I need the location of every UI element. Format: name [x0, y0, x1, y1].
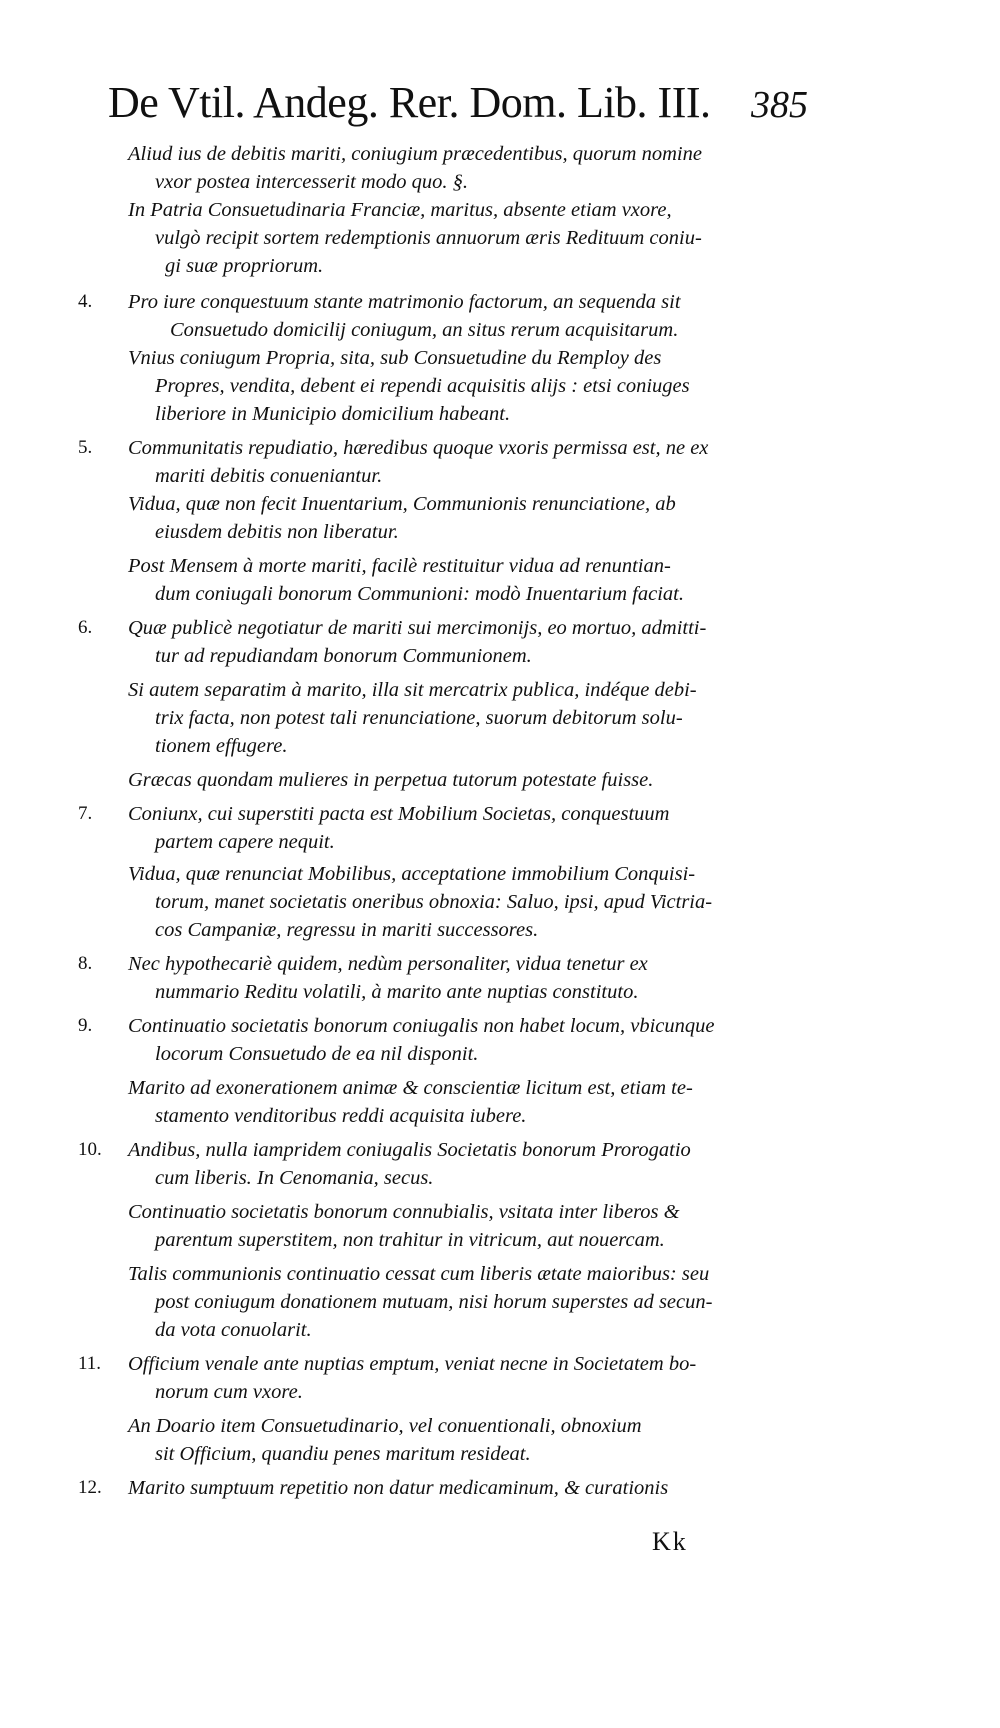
text-line: eiusdem debitis non liberatur. — [155, 521, 399, 543]
text-line: Vnius coniugum Propria, sita, sub Consuetudine du Remploy des — [128, 347, 662, 369]
text-line: trix facta, non potest tali renunciatione, suorum debitorum solu- — [155, 707, 683, 729]
text-line: parentum superstitem, non trahitur in vitricum, aut nouercam. — [155, 1229, 665, 1251]
text-line: mariti debitis conueniantur. — [155, 465, 383, 487]
page-number: 385 — [751, 84, 808, 126]
text-line: Consuetudo domicilij coniugum, an situs rerum acquisitarum. — [170, 319, 679, 341]
entry-number: 7. — [78, 803, 93, 824]
entry-number: 6. — [78, 617, 93, 638]
text-line: Aliud ius de debitis mariti, coniugium præcedentibus, quorum nomine — [128, 143, 702, 165]
text-line: gi suæ propriorum. — [165, 255, 324, 277]
text-line: Vidua, quæ non fecit Inuentarium, Communionis renunciatione, ab — [128, 493, 676, 515]
entry-number: 12. — [78, 1477, 102, 1498]
text-line: locorum Consuetudo de ea nil disponit. — [155, 1043, 479, 1065]
text-line: Post Mensem à morte mariti, facilè restituitur vidua ad renuntian- — [128, 555, 671, 577]
text-line: Nec hypothecariè quidem, nedùm personaliter, vidua tenetur ex — [128, 953, 648, 975]
text-line: vxor postea intercesserit modo quo. §. — [155, 171, 468, 193]
text-line: vulgò recipit sortem redemptionis annuorum æris Redituum coniu- — [155, 227, 702, 249]
text-line: Si autem separatim à marito, illa sit mercatrix publica, indéque debi- — [128, 679, 697, 701]
text-line: Marito sumptuum repetitio non datur medicaminum, & curationis — [128, 1477, 669, 1499]
text-line: cos Campaniæ, regressu in mariti successores. — [155, 919, 539, 941]
text-line: Continuatio societatis bonorum connubialis, vsitata inter liberos & — [128, 1201, 680, 1223]
text-line: Andibus, nulla iampridem coniugalis Societatis bonorum Prorogatio — [128, 1139, 691, 1161]
text-line: Marito ad exonerationem animæ & conscientiæ licitum est, etiam te- — [128, 1077, 693, 1099]
text-line: da vota conuolarit. — [155, 1319, 312, 1341]
text-line: tur ad repudiandam bonorum Communionem. — [155, 645, 532, 667]
signature-mark: Kk — [652, 1527, 688, 1556]
text-line: nummario Reditu volatili, à marito ante nuptias constituto. — [155, 981, 639, 1003]
text-line: Quæ publicè negotiatur de mariti sui mercimonijs, eo mortuo, admitti- — [128, 617, 707, 639]
text-line: Coniunx, cui superstiti pacta est Mobilium Societas, conquestuum — [128, 803, 670, 825]
text-line: Propres, vendita, debent ei rependi acquisitis alijs : etsi coniuges — [155, 375, 690, 397]
text-line: stamento venditoribus reddi acquisita iubere. — [155, 1105, 527, 1127]
text-line: Communitatis repudiatio, hæredibus quoque vxoris permissa est, ne ex — [128, 437, 709, 459]
text-line: sit Officium, quandiu penes maritum resideat. — [155, 1443, 531, 1465]
entry-number: 8. — [78, 953, 93, 974]
running-header — [108, 78, 808, 128]
text-line: cum liberis. In Cenomania, secus. — [155, 1167, 434, 1189]
text-line: Officium venale ante nuptias emptum, veniat necne in Societatem bo- — [128, 1353, 697, 1375]
entry-number: 4. — [78, 291, 93, 312]
running-title: De Vtil. Andeg. Rer. Dom. Lib. III. — [108, 78, 711, 127]
text-line: In Patria Consuetudinaria Franciæ, maritus, absente etiam vxore, — [128, 199, 672, 221]
text-line: liberiore in Municipio domicilium habeant. — [155, 403, 511, 425]
text-line: Pro iure conquestuum stante matrimonio factorum, an sequenda sit — [128, 291, 681, 313]
text-line: partem capere nequit. — [155, 831, 335, 853]
entry-number: 5. — [78, 437, 93, 458]
text-line: dum coniugali bonorum Communioni: modò Inuentarium faciat. — [155, 583, 684, 605]
text-line: An Doario item Consuetudinario, vel conuentionali, obnoxium — [128, 1415, 642, 1437]
text-line: torum, manet societatis oneribus obnoxia: Saluo, ipsi, apud Victria- — [155, 891, 713, 913]
entry-number: 10. — [78, 1139, 102, 1160]
text-line: Continuatio societatis bonorum coniugalis non habet locum, vbicunque — [128, 1015, 715, 1037]
text-line: Talis communionis continuatio cessat cum liberis ætate maioribus: seu — [128, 1263, 710, 1285]
text-line: norum cum vxore. — [155, 1381, 303, 1403]
text-line: tionem effugere. — [155, 735, 288, 757]
entry-number: 11. — [78, 1353, 102, 1374]
text-line: post coniugum donationem mutuam, nisi horum superstes ad secun- — [155, 1291, 713, 1313]
text-line: Græcas quondam mulieres in perpetua tutorum potestate fuisse. — [128, 769, 654, 791]
entry-number: 9. — [78, 1015, 93, 1036]
text-line: Vidua, quæ renunciat Mobilibus, acceptatione immobilium Conquisi- — [128, 863, 696, 885]
